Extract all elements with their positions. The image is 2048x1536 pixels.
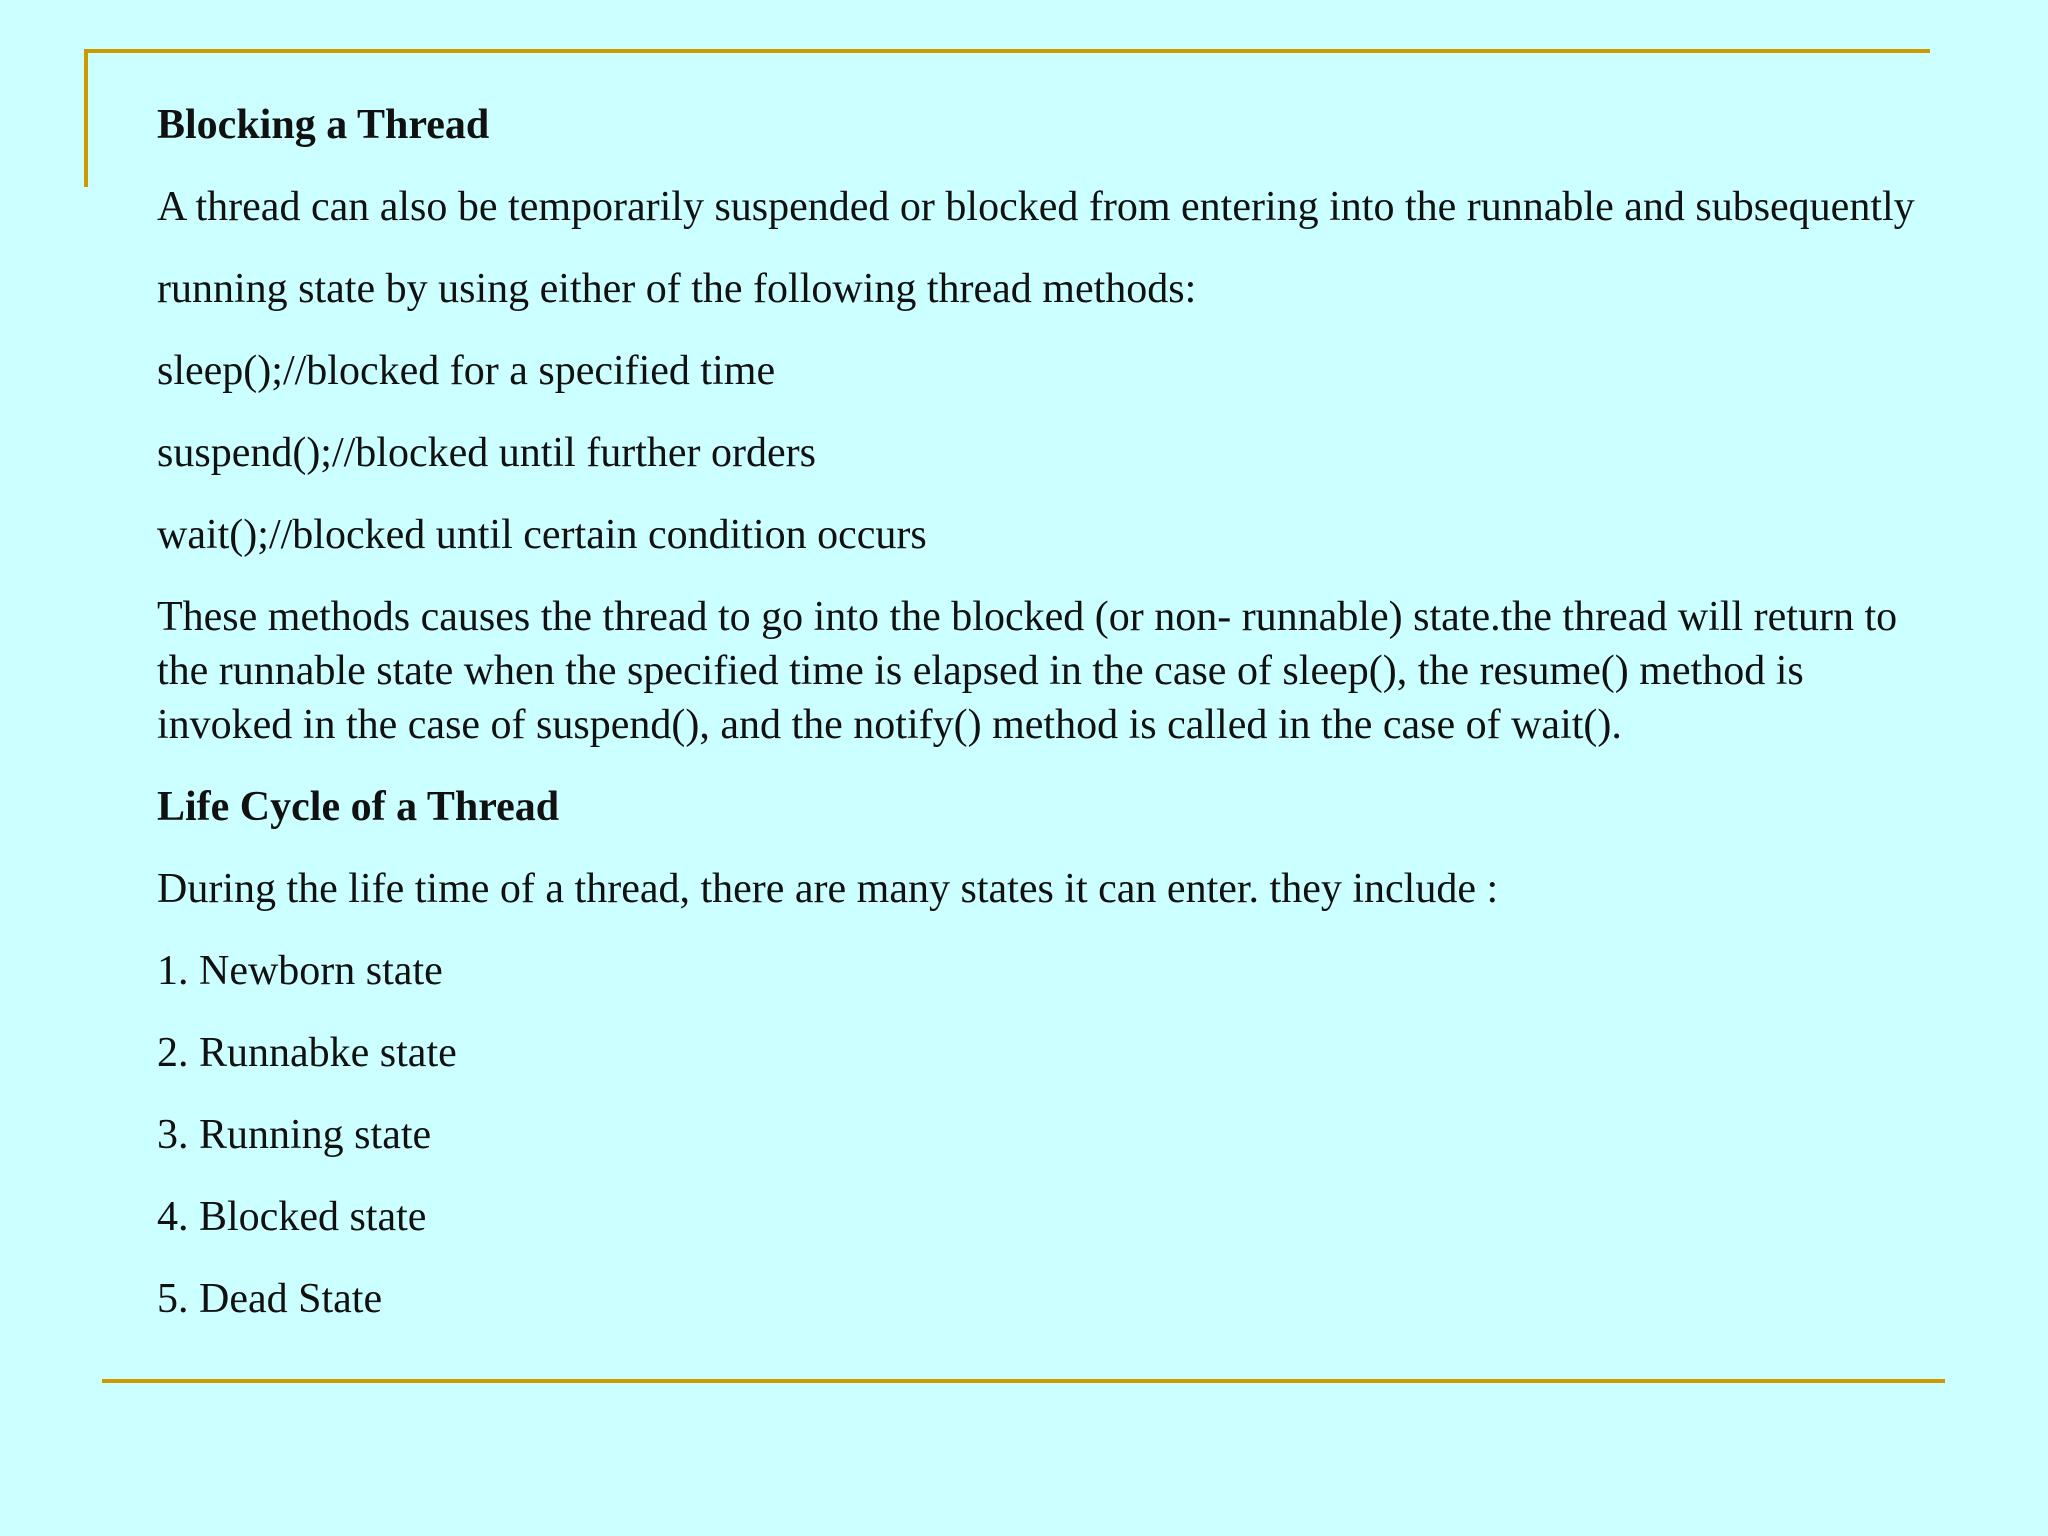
left-accent-rule	[84, 49, 88, 187]
paragraph-blocked-explanation: These methods causes the thread to go into the blocked (or non- runnable) state.the thread will return to the runnable state when the specified time is elapsed in the case of sleep(), the resume() method is invoked in the case of suspend(), and the notify() method is called in the case of wait().	[157, 594, 1898, 748]
paragraph-running-state: running state by using either of the following thread methods:	[157, 266, 1197, 312]
heading-life-cycle: Life Cycle of a Thread	[157, 784, 560, 830]
list-item-runnable-state: 2. Runnabke state	[157, 1030, 457, 1076]
method-wait-line: wait();//blocked until certain condition occurs	[157, 512, 927, 558]
paragraph-life-cycle-intro: During the life time of a thread, there are many states it can enter. they include :	[157, 866, 1499, 912]
method-suspend-line: suspend();//blocked until further orders	[157, 430, 816, 476]
list-item-dead-state: 5. Dead State	[157, 1276, 383, 1322]
list-item-newborn-state: 1. Newborn state	[157, 948, 443, 994]
list-item-running-state: 3. Running state	[157, 1112, 432, 1158]
heading-blocking-a-thread: Blocking a Thread	[157, 102, 490, 148]
paragraph-blocking-intro: A thread can also be temporarily suspended or blocked from entering into the runnable and subsequently	[157, 184, 1915, 230]
list-item-blocked-state: 4. Blocked state	[157, 1194, 427, 1240]
top-accent-rule	[84, 49, 1930, 53]
method-sleep-line: sleep();//blocked for a specified time	[157, 348, 776, 394]
bottom-accent-rule	[102, 1379, 1945, 1383]
slide-content	[157, 98, 1937, 1354]
